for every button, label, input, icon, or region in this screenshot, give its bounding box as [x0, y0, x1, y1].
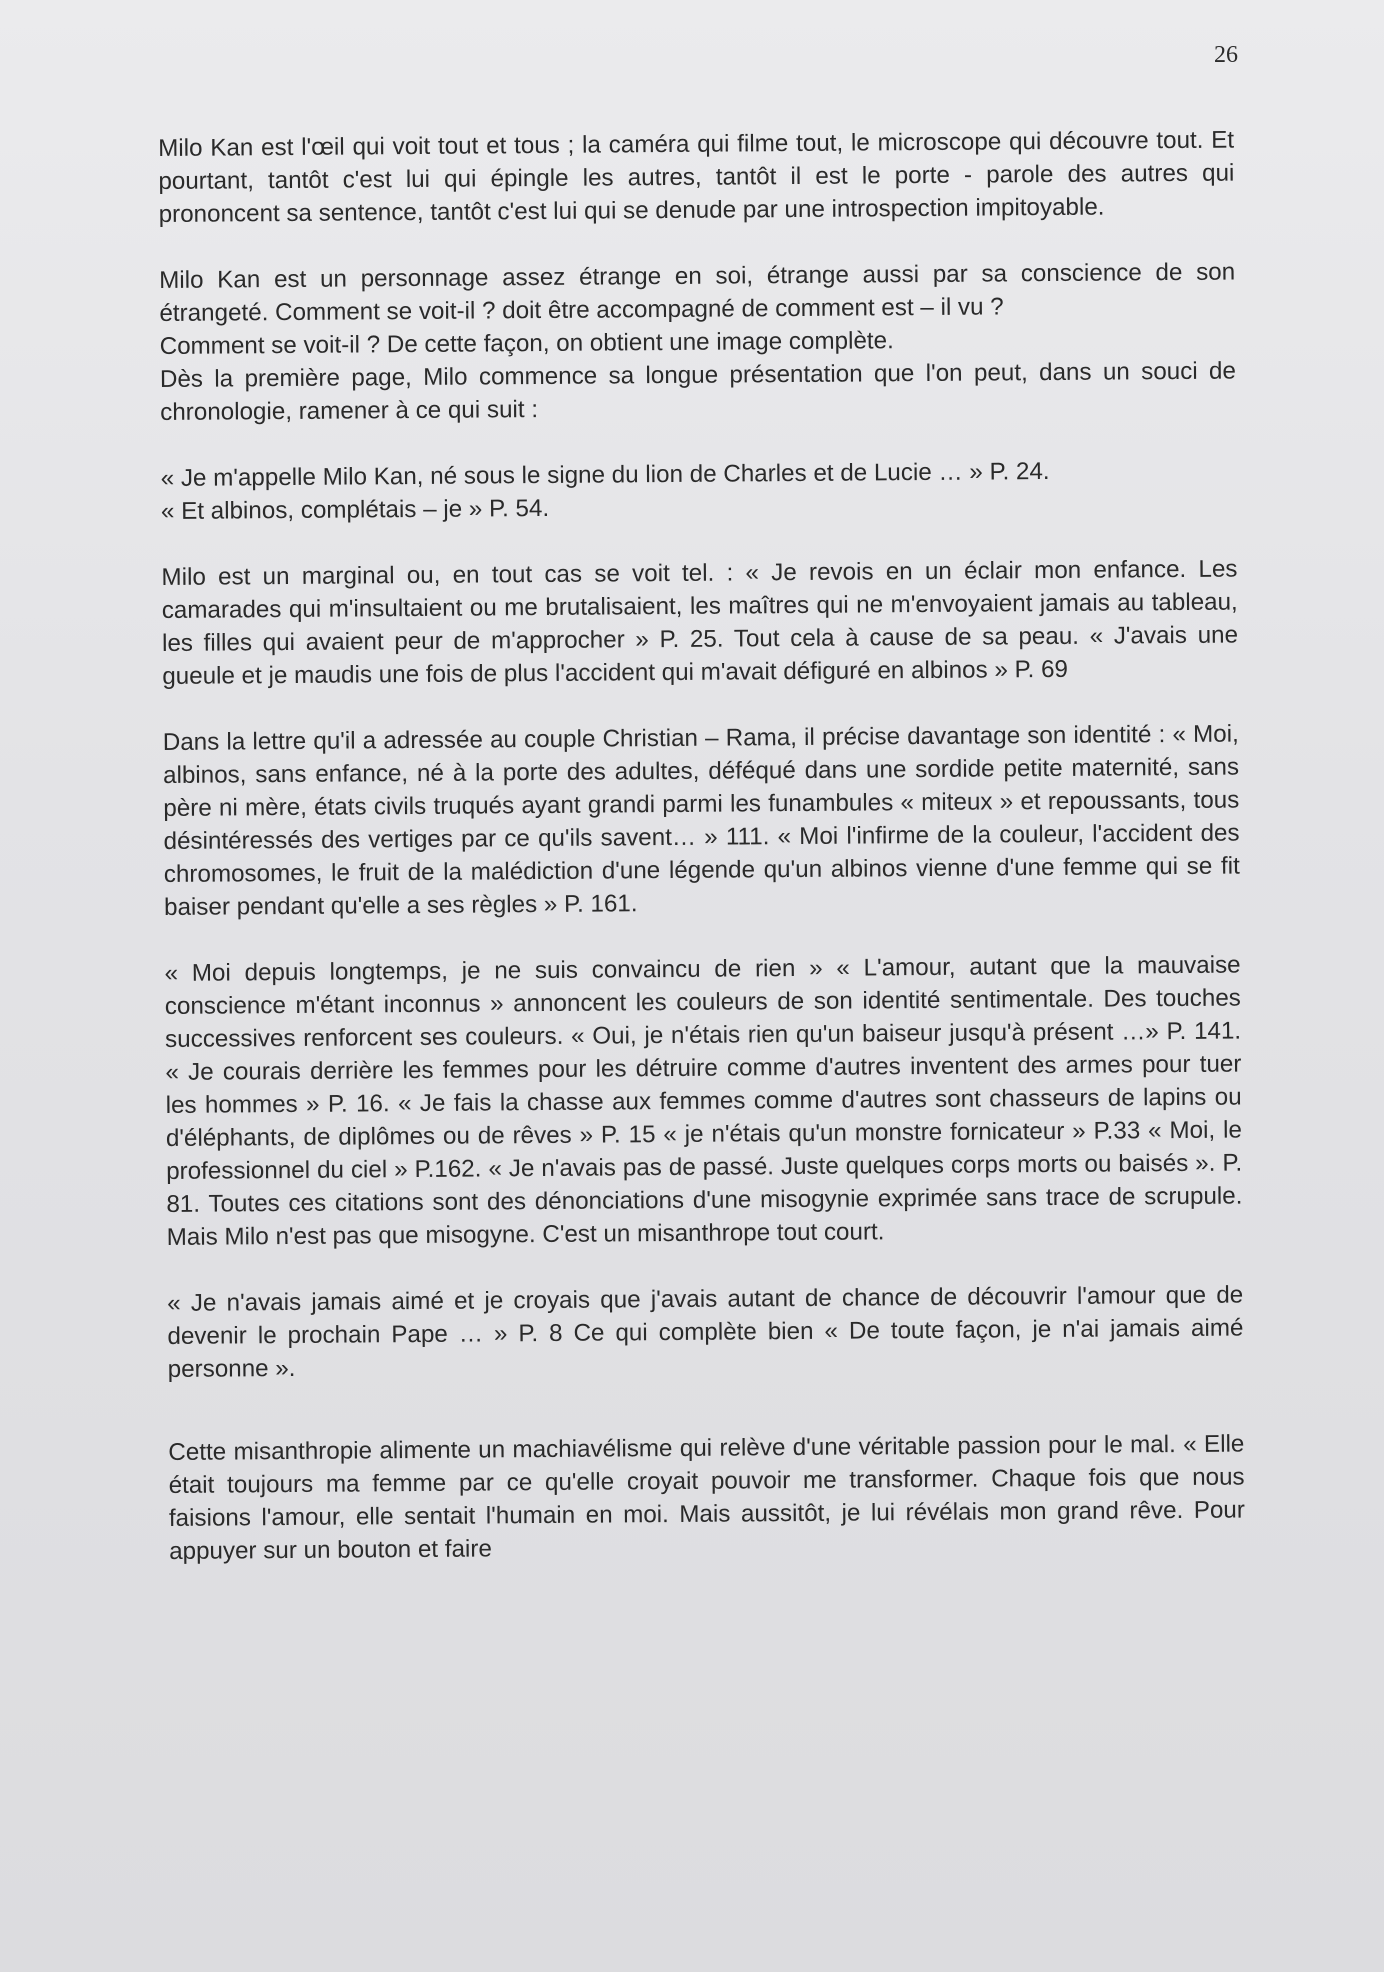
paragraph-misanthropy: Cette misanthropie alimente un machiavélisme qui relève d'une véritable passion pour le mal. « Elle était toujours ma femme par ce qu'elle croyait pouvoir me transformer. Chaque fois que nous faisions l'amour, elle sentait l'humain en moi. Mais aussitôt, je lui révélais mon grand rêve. Pour appuyer sur un bouton et faire: [168, 1430, 1245, 1565]
paragraph-letter: Dans la lettre qu'il a adressée au couple Christian – Rama, il précise davantage son identité : « Moi, albinos, sans enfance, né à la porte des adultes, déféqué dans une sordide petite maternité, sans père ni mère, états civils truqués ayant grandi parmi les funambules « miteux » et repoussants, tous désintéressés des vertiges par ce qu'ils savent… » 111. « Moi l'infirme de la couleur, l'accident des chromosomes, le fruit de la malédiction d'une légende qu'un albinos vienne d'une femme qui se fit baiser pendant qu'elle a ses règles » P. 161.: [162, 720, 1240, 921]
page-number: 26: [1214, 42, 1238, 68]
paragraph-how-he-sees-himself: Comment se voit-il ? De cette façon, on obtient une image complète.: [159, 327, 894, 360]
paragraph-intro: Milo Kan est l'œil qui voit tout et tous ; la caméra qui filme tout, le microscope qui découvre tout. Et pourtant, tantôt c'est lui qui épingle les autres, tantôt il est le porte - parole des autres qui prononcent sa sentence, tantôt c'est lui qui se denude par une introspection impitoyable.: [158, 126, 1235, 228]
quote-line-1: « Je m'appelle Milo Kan, né sous le signe du lion de Charles et de Lucie … » P. 24.: [160, 458, 1050, 492]
paragraph-marginal: Milo est un marginal ou, en tout cas se voit tel. : « Je revois en un éclair mon enfance. Les camarades qui m'insultaient ou me brutalisaient, les maîtres qui ne m'envoyaient jamais au tableau, les filles qui avaient peur de m'approcher » P. 25. Tout cela à cause de sa peau. « J'avais une gueule et je maudis une fois de plus l'accident qui m'avait défiguré en albinos » P. 69: [161, 555, 1239, 690]
paragraph-never-loved: « Je n'avais jamais aimé et je croyais que j'avais autant de chance de découvrir l'amour que de devenir le prochain Pape … » P. 8 Ce qui complète bien « De toute façon, je n'ai jamais aimé personne ».: [167, 1281, 1244, 1383]
page-body: [158, 124, 1245, 1568]
quote-block: [161, 454, 1237, 528]
paragraph-misogyny: « Moi depuis longtemps, je ne suis convaincu de rien » « L'amour, autant que la mauvaise conscience m'étant inconnus » annoncent les couleurs de son identité sentimentale. Des touches successives renforcent ses couleurs. « Oui, je n'étais rien qu'un baiseur jusqu'à présent …» P. 141. « Je courais derrière les femmes pour les détruire comme d'autres inventent des armes pour tuer les hommes » P. 16. « Je fais la chasse aux femmes comme d'autres sont chasseurs de lapins ou d'éléphants, de diplômes ou de rêves » P. 15 « je n'étais qu'un monstre fornicateur » P.33 « Moi, le professionnel du ciel » P.162. « Je n'avais pas de passé. Juste quelques corps morts ou baisés ». P. 81. Toutes ces citations sont des dénonciations d'une misogynie exprimée sans trace de scrupule. Mais Milo n'est pas que misogyne. C'est un misanthrope tout court.: [164, 951, 1243, 1251]
paragraph-first-page: Dès la première page, Milo commence sa longue présentation que l'on peut, dans un souci de chronologie, ramener à ce qui suit :: [159, 357, 1237, 426]
quote-line-2: « Et albinos, complétais – je » P. 54.: [160, 494, 550, 525]
paragraph-strange-character: Milo Kan est un personnage assez étrange en soi, étrange aussi par sa conscience de son étrangeté. Comment se voit-il ? doit être accompagné de comment est – il vu ?: [159, 258, 1236, 327]
